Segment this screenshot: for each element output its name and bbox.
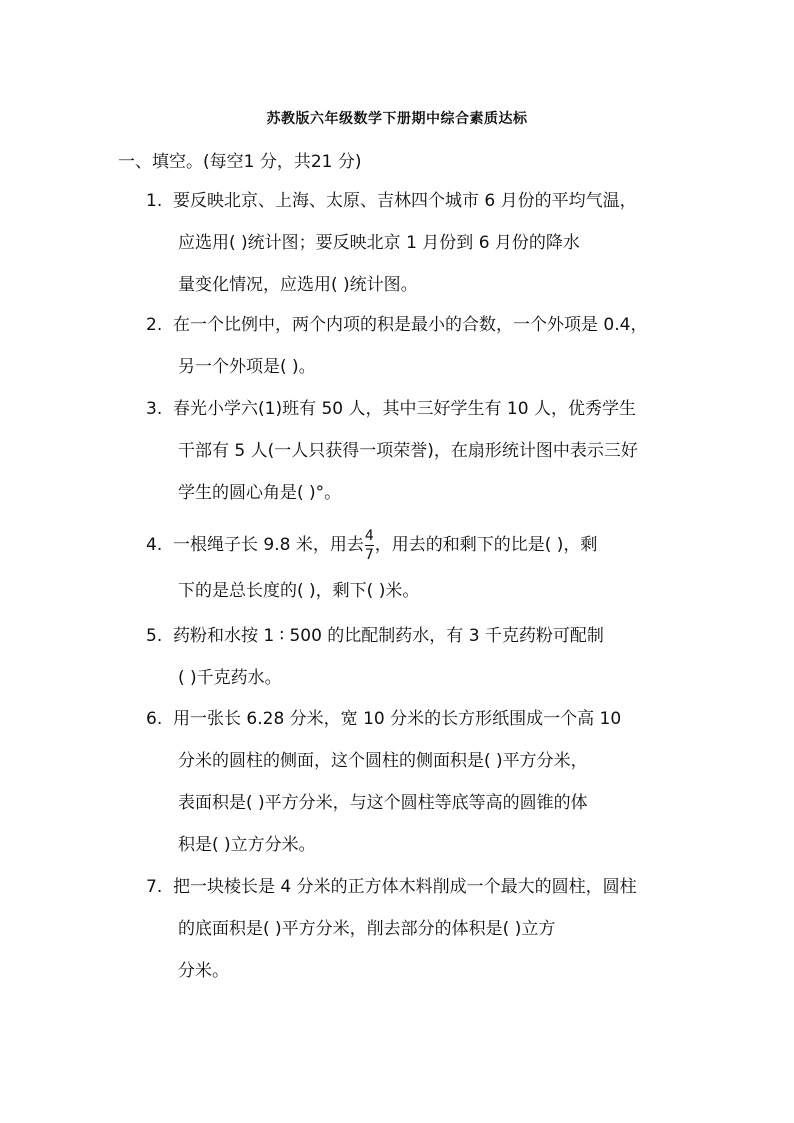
question-text: 应选用( )统计图；要反映北京 1 月份到 6 月份的降水	[178, 233, 580, 253]
question-text: 在一个比例中，两个内项的积是最小的合数，一个外项是 0.4，	[173, 315, 648, 335]
question-text: 分米。	[178, 961, 229, 981]
question-2	[146, 304, 686, 388]
question-line	[146, 520, 686, 570]
question-text: 要反映北京、上海、太原、吉林四个城市 6 月份的平均气温，	[173, 191, 637, 211]
question-3	[146, 388, 686, 514]
question-line	[146, 472, 686, 514]
question-line	[146, 824, 686, 866]
question-text: 积是( )立方分米。	[178, 835, 316, 855]
question-text: 的底面积是( )平方分米，削去部分的体积是( )立方	[178, 919, 556, 939]
question-line	[146, 304, 686, 346]
question-text: 春光小学六(1)班有 50 人，其中三好学生有 10 人，优秀学生	[173, 399, 636, 419]
question-number: 6.	[146, 709, 163, 729]
question-text: 把一块棱长是 4 分米的正方体木料削成一个最大的圆柱，圆柱	[173, 877, 637, 897]
question-text: 干部有 5 人(一人只获得一项荣誉)，在扇形统计图中表示三好	[178, 441, 638, 461]
question-line	[146, 657, 686, 699]
question-5	[146, 615, 686, 699]
question-text: 学生的圆心角是( )°。	[178, 483, 342, 503]
question-text: 药粉和水按 1 ∶ 500 的比配制药水，有 3 千克药粉可配制	[173, 626, 604, 646]
question-line	[146, 222, 686, 264]
question-line	[146, 782, 686, 824]
question-line	[146, 180, 686, 222]
question-6	[146, 698, 686, 866]
section-heading: 一、填空。(每空1 分，共21 分)	[118, 152, 362, 172]
question-text: 量变化情况，应选用( )统计图。	[178, 275, 418, 295]
question-4	[146, 520, 686, 612]
question-number: 4.	[146, 535, 163, 555]
page-title: 苏教版六年级数学下册期中综合素质达标	[266, 111, 528, 127]
question-line	[146, 866, 686, 908]
question-line	[146, 908, 686, 950]
fraction	[365, 528, 374, 563]
question-text: 表面积是( )平方分米，与这个圆柱等底等高的圆锥的体	[178, 793, 588, 813]
question-line	[146, 346, 686, 388]
fraction-denominator: 7	[364, 546, 374, 563]
question-text: 下的是总长度的( )，剩下( )米。	[178, 581, 420, 601]
question-text: ，用去的和剩下的比是( )，剩	[374, 535, 598, 555]
question-line	[146, 698, 686, 740]
question-text: 另一个外项是( )。	[178, 357, 316, 377]
question-line	[146, 740, 686, 782]
question-line	[146, 570, 686, 612]
question-number: 7.	[146, 877, 163, 897]
fraction-numerator: 4	[364, 527, 374, 544]
question-line	[146, 950, 686, 992]
question-number: 2.	[146, 315, 163, 335]
question-number: 1.	[146, 191, 163, 211]
question-1	[146, 180, 686, 306]
question-7	[146, 866, 686, 992]
question-line	[146, 430, 686, 472]
question-line	[146, 615, 686, 657]
question-text: 分米的圆柱的侧面，这个圆柱的侧面积是( )平方分米，	[178, 751, 588, 771]
question-number: 5.	[146, 626, 163, 646]
question-line	[146, 388, 686, 430]
question-text: ( )千克药水。	[178, 668, 282, 688]
question-text: 用一张长 6.28 分米，宽 10 分米的长方形纸围成一个高 10	[173, 709, 622, 729]
question-number: 3.	[146, 399, 163, 419]
question-text: 一根绳子长 9.8 米，用去	[173, 535, 364, 555]
question-line	[146, 264, 686, 306]
